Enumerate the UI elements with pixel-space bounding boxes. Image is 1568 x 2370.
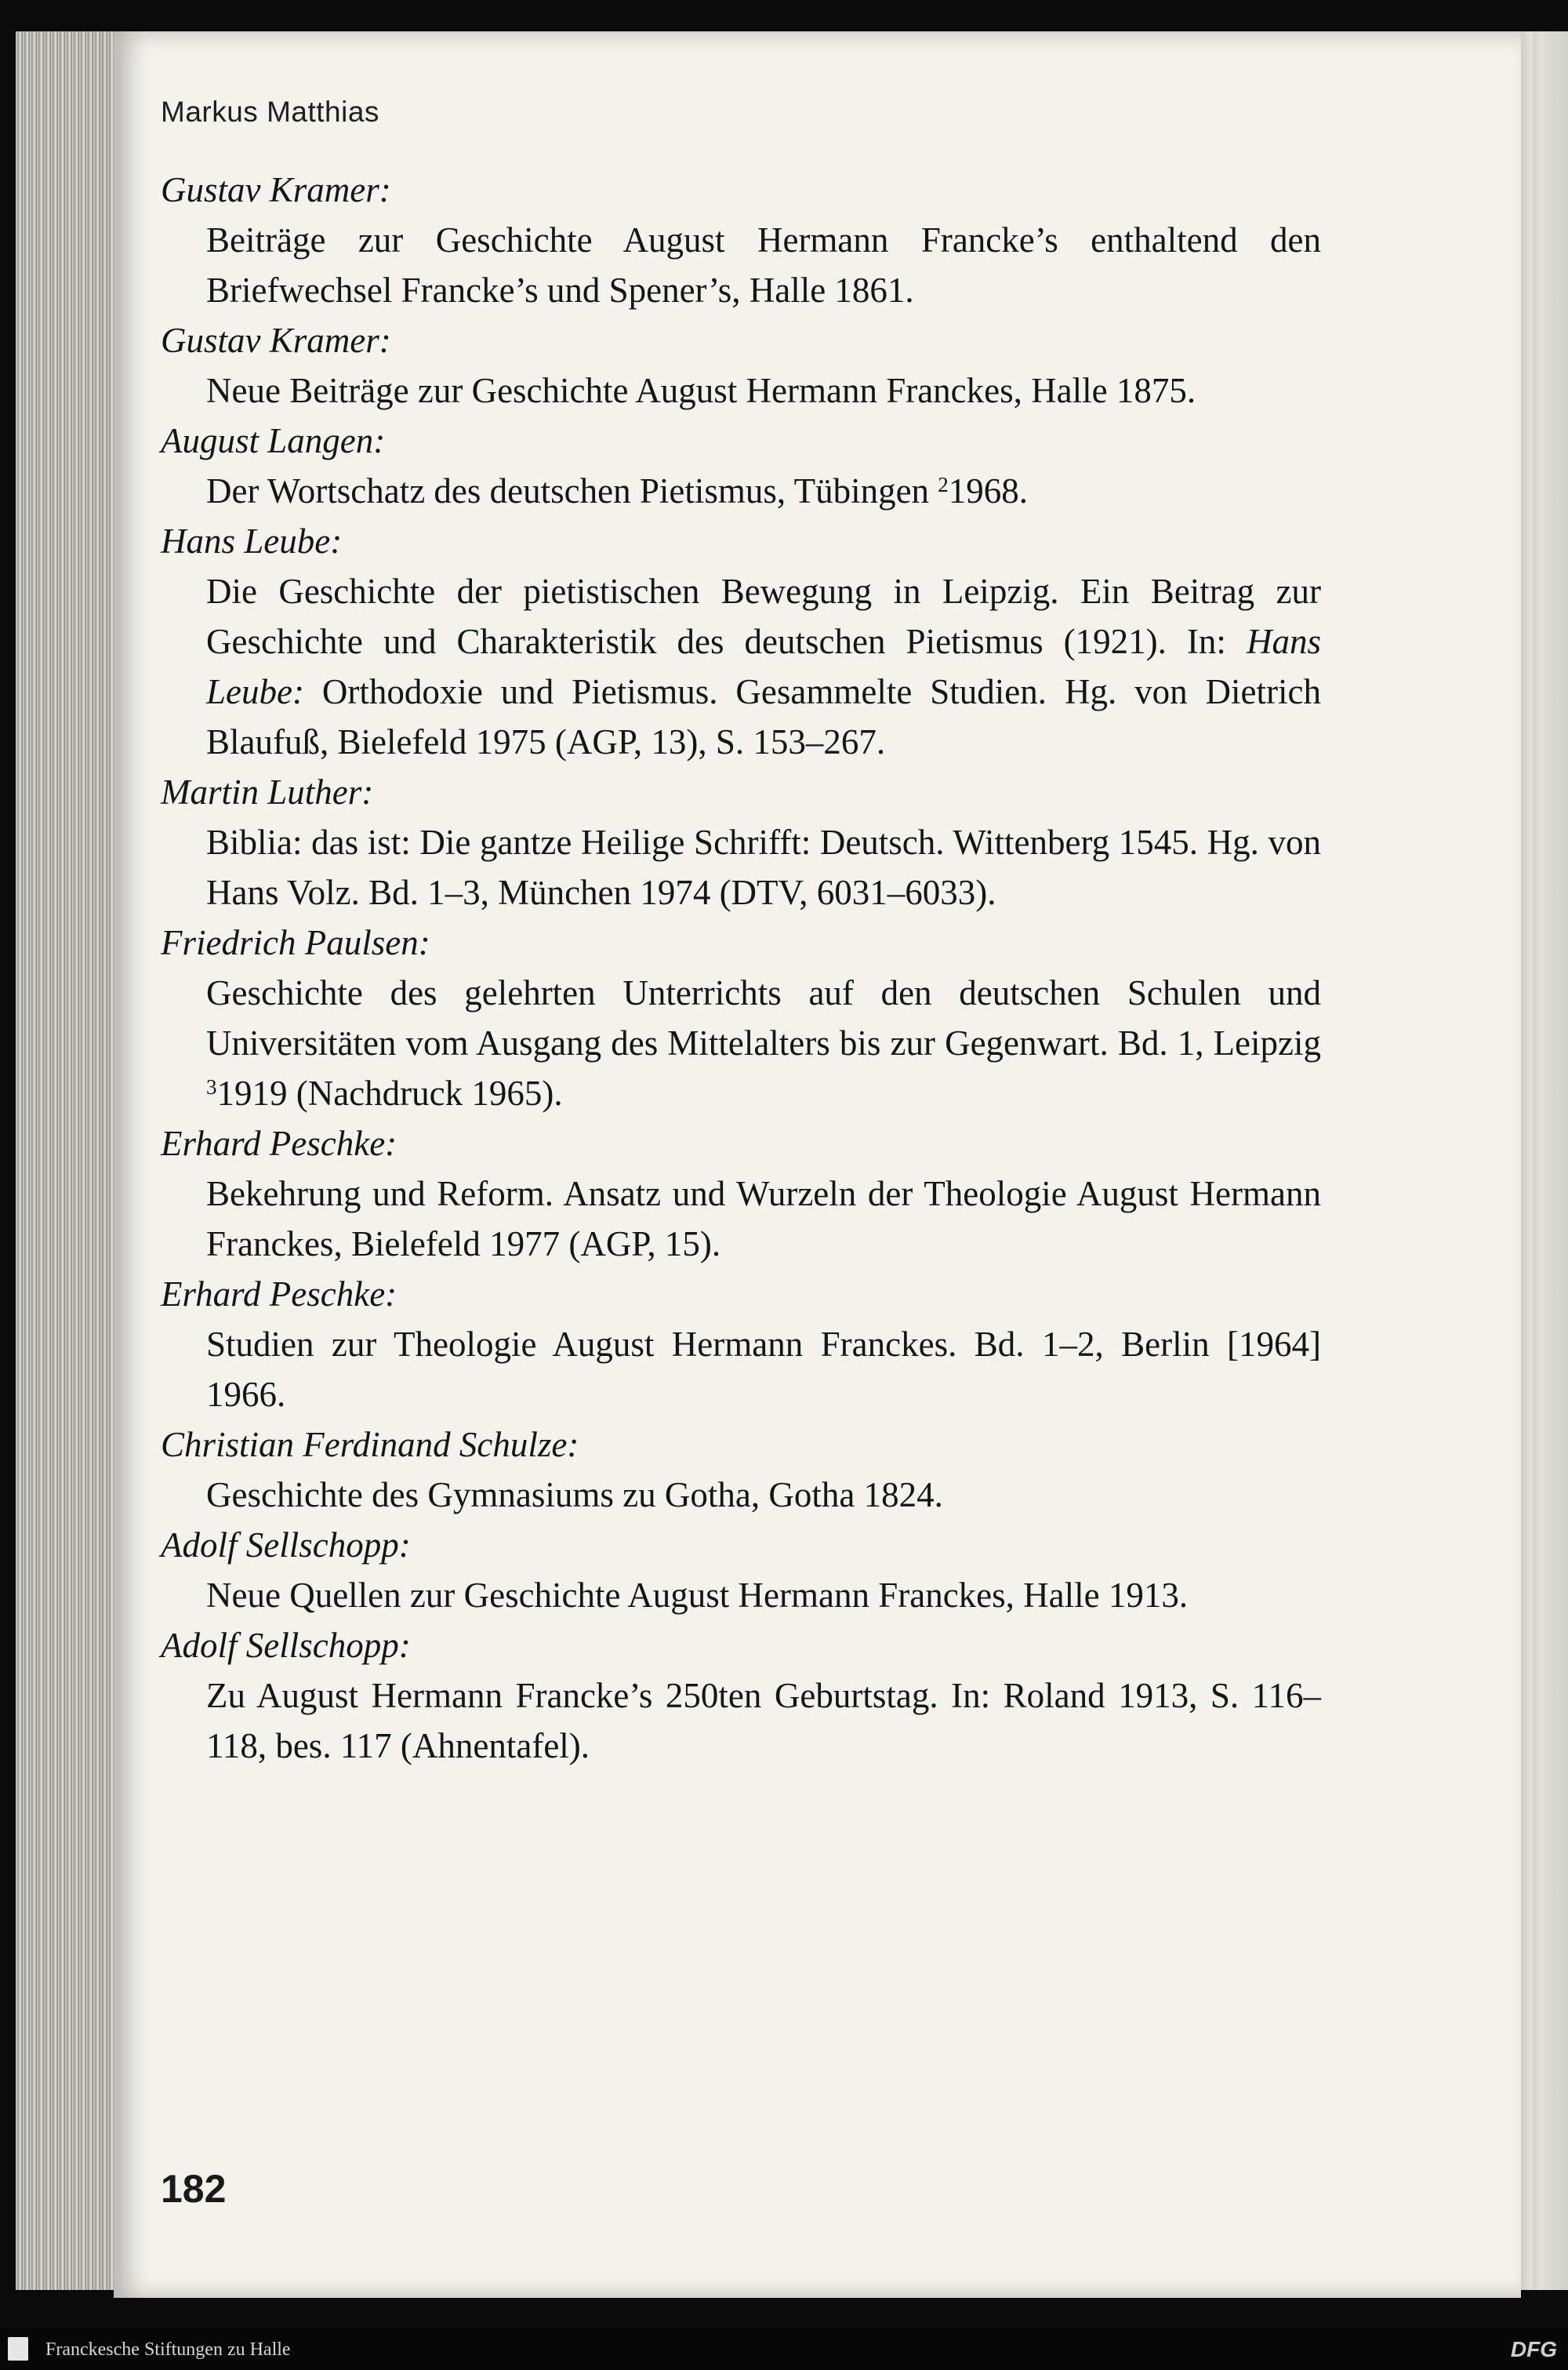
entry-title-text: Geschichte des gelehrten Unterrichts auf den deutschen Schulen und Universitäten vom Ausgang des Mittelalters bis zur Gegenwart. Bd. 1, Leipzig (206, 973, 1321, 1063)
entry-author: Christian Ferdinand Schulze: (161, 1425, 579, 1464)
institution-name: Franckesche Stiftungen zu Halle (45, 2339, 291, 2360)
entry-title: Studien zur Theologie August Hermann Franckes. Bd. 1–2, Berlin [1964] 1966. (206, 1325, 1321, 1414)
entry-author: Gustav Kramer: (161, 170, 391, 209)
entry-author: August Langen: (161, 421, 386, 460)
facing-page-shadow (1533, 31, 1568, 2290)
running-head: Markus Matthias (161, 96, 379, 128)
bibliography-entry (161, 918, 1321, 1118)
entry-author: Adolf Sellschopp: (161, 1626, 411, 1665)
bibliography-list (161, 165, 1321, 1771)
entry-title-text: Orthodoxie und Pietismus. Gesammelte Studien. Hg. von Dietrich Blaufuß, Bielefeld 1975 (AGP, 13), S. 153–267. (206, 672, 1321, 762)
entry-title-text: Die Geschichte der pietistischen Bewegung in Leipzig. Ein Beitrag zur Geschichte und Charakteristik des deutschen Pietismus (1921). In: (206, 572, 1321, 661)
entry-title (206, 566, 1321, 767)
entry-title (206, 968, 1321, 1118)
entry-author: Erhard Peschke: (161, 1274, 397, 1314)
bibliography-entry (161, 1620, 1321, 1771)
entry-title: Biblia: das ist: Die gantze Heilige Schrifft: Deutsch. Wittenberg 1545. Hg. von Hans Volz. Bd. 1–3, München 1974 (DTV, 6031–6033). (206, 823, 1321, 912)
bibliography-entry (161, 416, 1321, 516)
bibliography-entry (161, 767, 1321, 918)
dfg-logo: DFG (1510, 2337, 1557, 2361)
entry-title-text: Der Wortschatz des deutschen Pietismus, Tübingen (206, 471, 938, 511)
bibliography-entry (161, 1118, 1321, 1269)
edition-superscript: 3 (206, 1075, 217, 1099)
bibliography-entry (161, 1419, 1321, 1520)
entry-title (206, 466, 1321, 516)
entry-title: Beiträge zur Geschichte August Hermann Francke’s enthaltend den Briefwechsel Francke’s und Spener’s, Halle 1861. (206, 220, 1321, 310)
bibliography-entry (161, 315, 1321, 416)
bibliography-entry (161, 516, 1321, 767)
entry-title: Geschichte des Gymnasiums zu Gotha, Gotha 1824. (206, 1475, 943, 1514)
book-page-edges (16, 31, 118, 2290)
entry-title-text: 1919 (Nachdruck 1965). (216, 1074, 563, 1113)
entry-title: Bekehrung und Reform. Ansatz und Wurzeln der Theologie August Hermann Franckes, Bielefeld 1977 (AGP, 15). (206, 1174, 1321, 1263)
entry-author: Adolf Sellschopp: (161, 1525, 411, 1565)
edition-superscript: 2 (938, 473, 949, 496)
entry-author: Friedrich Paulsen: (161, 923, 430, 962)
entry-title: Neue Beiträge zur Geschichte August Hermann Franckes, Halle 1875. (206, 371, 1196, 410)
entry-author: Martin Luther: (161, 772, 374, 812)
bibliography-entry (161, 165, 1321, 315)
institution-logo-icon (8, 2337, 28, 2361)
entry-author: Hans Leube: (161, 522, 343, 561)
page-number: 182 (161, 2167, 227, 2211)
entry-title-italic: Hans Leube: (206, 622, 1321, 711)
entry-title: Zu August Hermann Francke’s 250ten Geburtstag. In: Roland 1913, S. 116–118, bes. 117 (Ahnentafel). (206, 1676, 1321, 1765)
entry-author: Gustav Kramer: (161, 321, 391, 360)
entry-author: Erhard Peschke: (161, 1124, 397, 1163)
bibliography-entry (161, 1520, 1321, 1620)
bibliography-entry (161, 1269, 1321, 1419)
entry-title-text: 1968. (948, 471, 1029, 511)
entry-title: Neue Quellen zur Geschichte August Hermann Franckes, Halle 1913. (206, 1576, 1189, 1615)
